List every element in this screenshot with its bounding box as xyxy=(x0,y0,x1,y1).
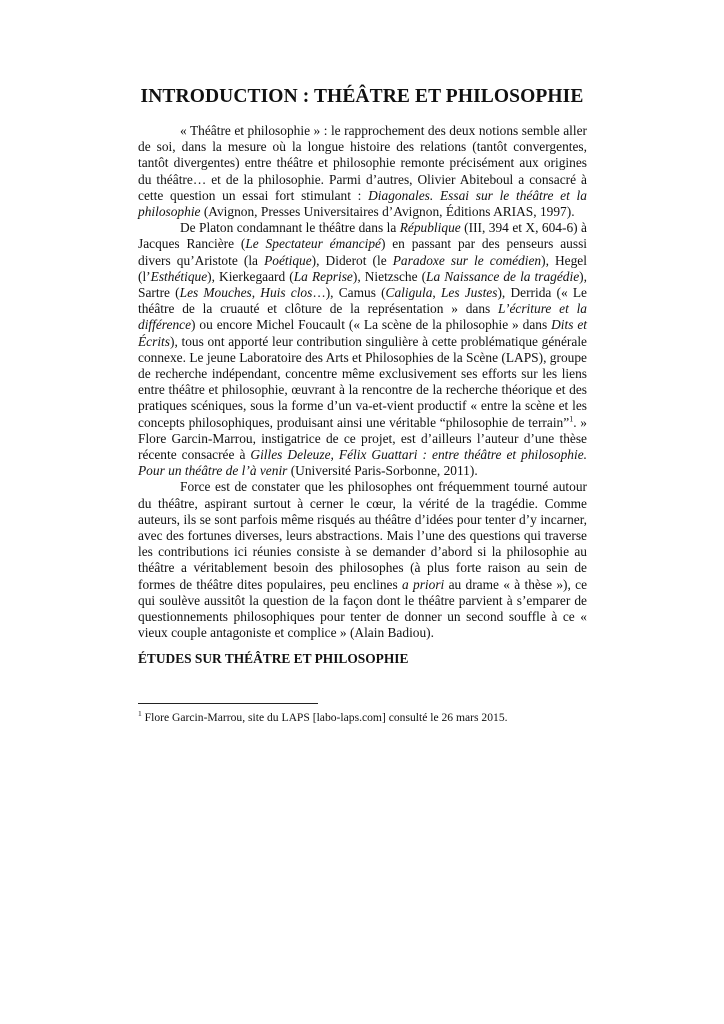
footnote-reference: 1 xyxy=(569,414,574,424)
work-title: La Reprise xyxy=(293,268,353,284)
paragraph-2-text: , xyxy=(251,285,261,301)
paragraph-2-text: ), Diderot (le xyxy=(311,252,393,268)
paragraph-2-text: . » Flore Garcin-Marrou, instigatrice de ce projet, est d’ailleurs l’auteur d’une thèse récente consacrée à xyxy=(138,414,587,463)
paragraph-2-text: ), Kierkegaard ( xyxy=(207,268,294,284)
paragraph-2-text: , xyxy=(432,285,441,301)
paragraph-2-text: ) en passant par des penseurs aussi divers qu’Aristote (la xyxy=(138,236,587,268)
paragraph-2-text: ), Sartre ( xyxy=(138,268,587,301)
work-title: Huis clos xyxy=(260,285,313,301)
paragraph-2 xyxy=(138,220,587,479)
paragraph-2-text: ), Hegel (l’ xyxy=(138,252,587,284)
paragraph-2-text: ), Nietzsche ( xyxy=(352,268,427,284)
footnote-divider xyxy=(138,703,318,704)
work-title: République xyxy=(399,220,461,236)
paragraph-3 xyxy=(138,479,587,641)
paragraph-2-text: ), tous ont apporté leur contribution singulière à cette problématique générale connexe. Le jeune Laboratoire des Arts et Philosophies de la Scène (LAPS), groupe de recherche indépendant, concentre même exclusivement ses efforts sur les liens entre théâtre et philosophie, œuvrant à la rencontre de la recherche théorique et des pratiques scéniques, sous la forme d’un va-et-vient productif « entre la scène et les concepts philosophiques, produisant ainsi une véritable “philosophie de terrain” xyxy=(138,333,587,430)
paragraph-1-text-a: « Théâtre et philosophie » : le rapprochement des deux notions semble aller de soi, dans la mesure où la longue histoire des relations (tantôt convergentes, tantôt divergentes) entre théâtre et philosophie remonte précisément aux origines du théâtre… et de la philosophie. Parmi d’autres, Olivier Abiteboul a consacré à cette question un essai fort stimulant : xyxy=(138,123,587,203)
page-title: INTRODUCTION : THÉÂTRE ET PHILOSOPHIE xyxy=(140,86,584,107)
paragraph-2-text: ) ou encore Michel Foucault (« La scène de la philosophie » dans xyxy=(191,317,552,333)
thesis-title: Gilles Deleuze, Félix Guattari : entre théâtre et philosophie. Pour un théâtre de l’à venir xyxy=(138,447,587,479)
work-title: Le Spectateur émancipé xyxy=(245,236,381,252)
footnote-text: Flore Garcin-Marrou, site du LAPS [labo-laps.com] consulté le 26 mars 2015. xyxy=(141,711,508,724)
work-title: Esthétique xyxy=(150,268,208,284)
paragraph-2-text: (III, 394 et X, 604-6) à Jacques Rancière ( xyxy=(138,220,587,252)
paragraph-1 xyxy=(138,123,587,220)
footnote xyxy=(138,711,587,725)
body-text xyxy=(138,123,587,642)
latin-phrase: a priori xyxy=(402,576,445,592)
paragraph-1-text-c: (Avignon, Presses Universitaires d’Avignon, Éditions ARIAS, 1997). xyxy=(200,204,575,220)
paragraph-3-text-a: Force est de constater que les philosophes ont fréquemment tourné autour du théâtre, aspirant surtout à cerner le cœur, la vérité de la tragédie. Comme auteurs, ils se sont parfois même risqués au théâtre d’idées pour tenter d’y incarner, avec des fortunes diverses, leurs abstractions. Mais l’une des questions qui traverse les contributions ici réunies consiste à se demander d’abord si la philosophie au théâtre a véritablement besoin des philosophes (à plus forte raison au sein de formes de théâtre dites populaires, peu enclines xyxy=(138,479,587,592)
work-title: Poétique xyxy=(264,252,312,268)
footnote-number: 1 xyxy=(138,709,142,719)
work-title: La Naissance de la tragédie xyxy=(426,268,580,284)
work-title: Dits et Écrits xyxy=(138,317,587,349)
paragraph-2-text: (Université Paris-Sorbonne, 2011). xyxy=(287,463,478,479)
paragraph-3-text-c: au drame « à thèse »), ce qui soulève aussitôt la question de la façon dont le théâtre parvient à s’emparer de questionnements philosophiques pour tenter de donner un second souffle à ce « vieux couple antagoniste et complice » (Alain Badiou). xyxy=(138,576,588,641)
work-title: Caligula xyxy=(385,285,433,301)
work-title: Paradoxe sur le comédien xyxy=(392,252,542,268)
paragraph-2-text: …), Camus ( xyxy=(312,285,386,301)
work-title: Les Mouches xyxy=(179,285,252,301)
work-title: Les Justes xyxy=(440,285,498,301)
section-heading: ÉTUDES SUR THÉÂTRE ET PHILOSOPHIE xyxy=(138,651,409,666)
book-title-diagonales: Diagonales. Essai sur le théâtre et la philosophie xyxy=(138,187,587,220)
paragraph-2-text: De Platon condamnant le théâtre dans la xyxy=(180,220,400,236)
paragraph-2-text: ), Derrida (« Le théâtre de la cruauté et clôture de la représentation » dans xyxy=(138,285,587,317)
work-title: L’écriture et la différence xyxy=(138,301,588,333)
